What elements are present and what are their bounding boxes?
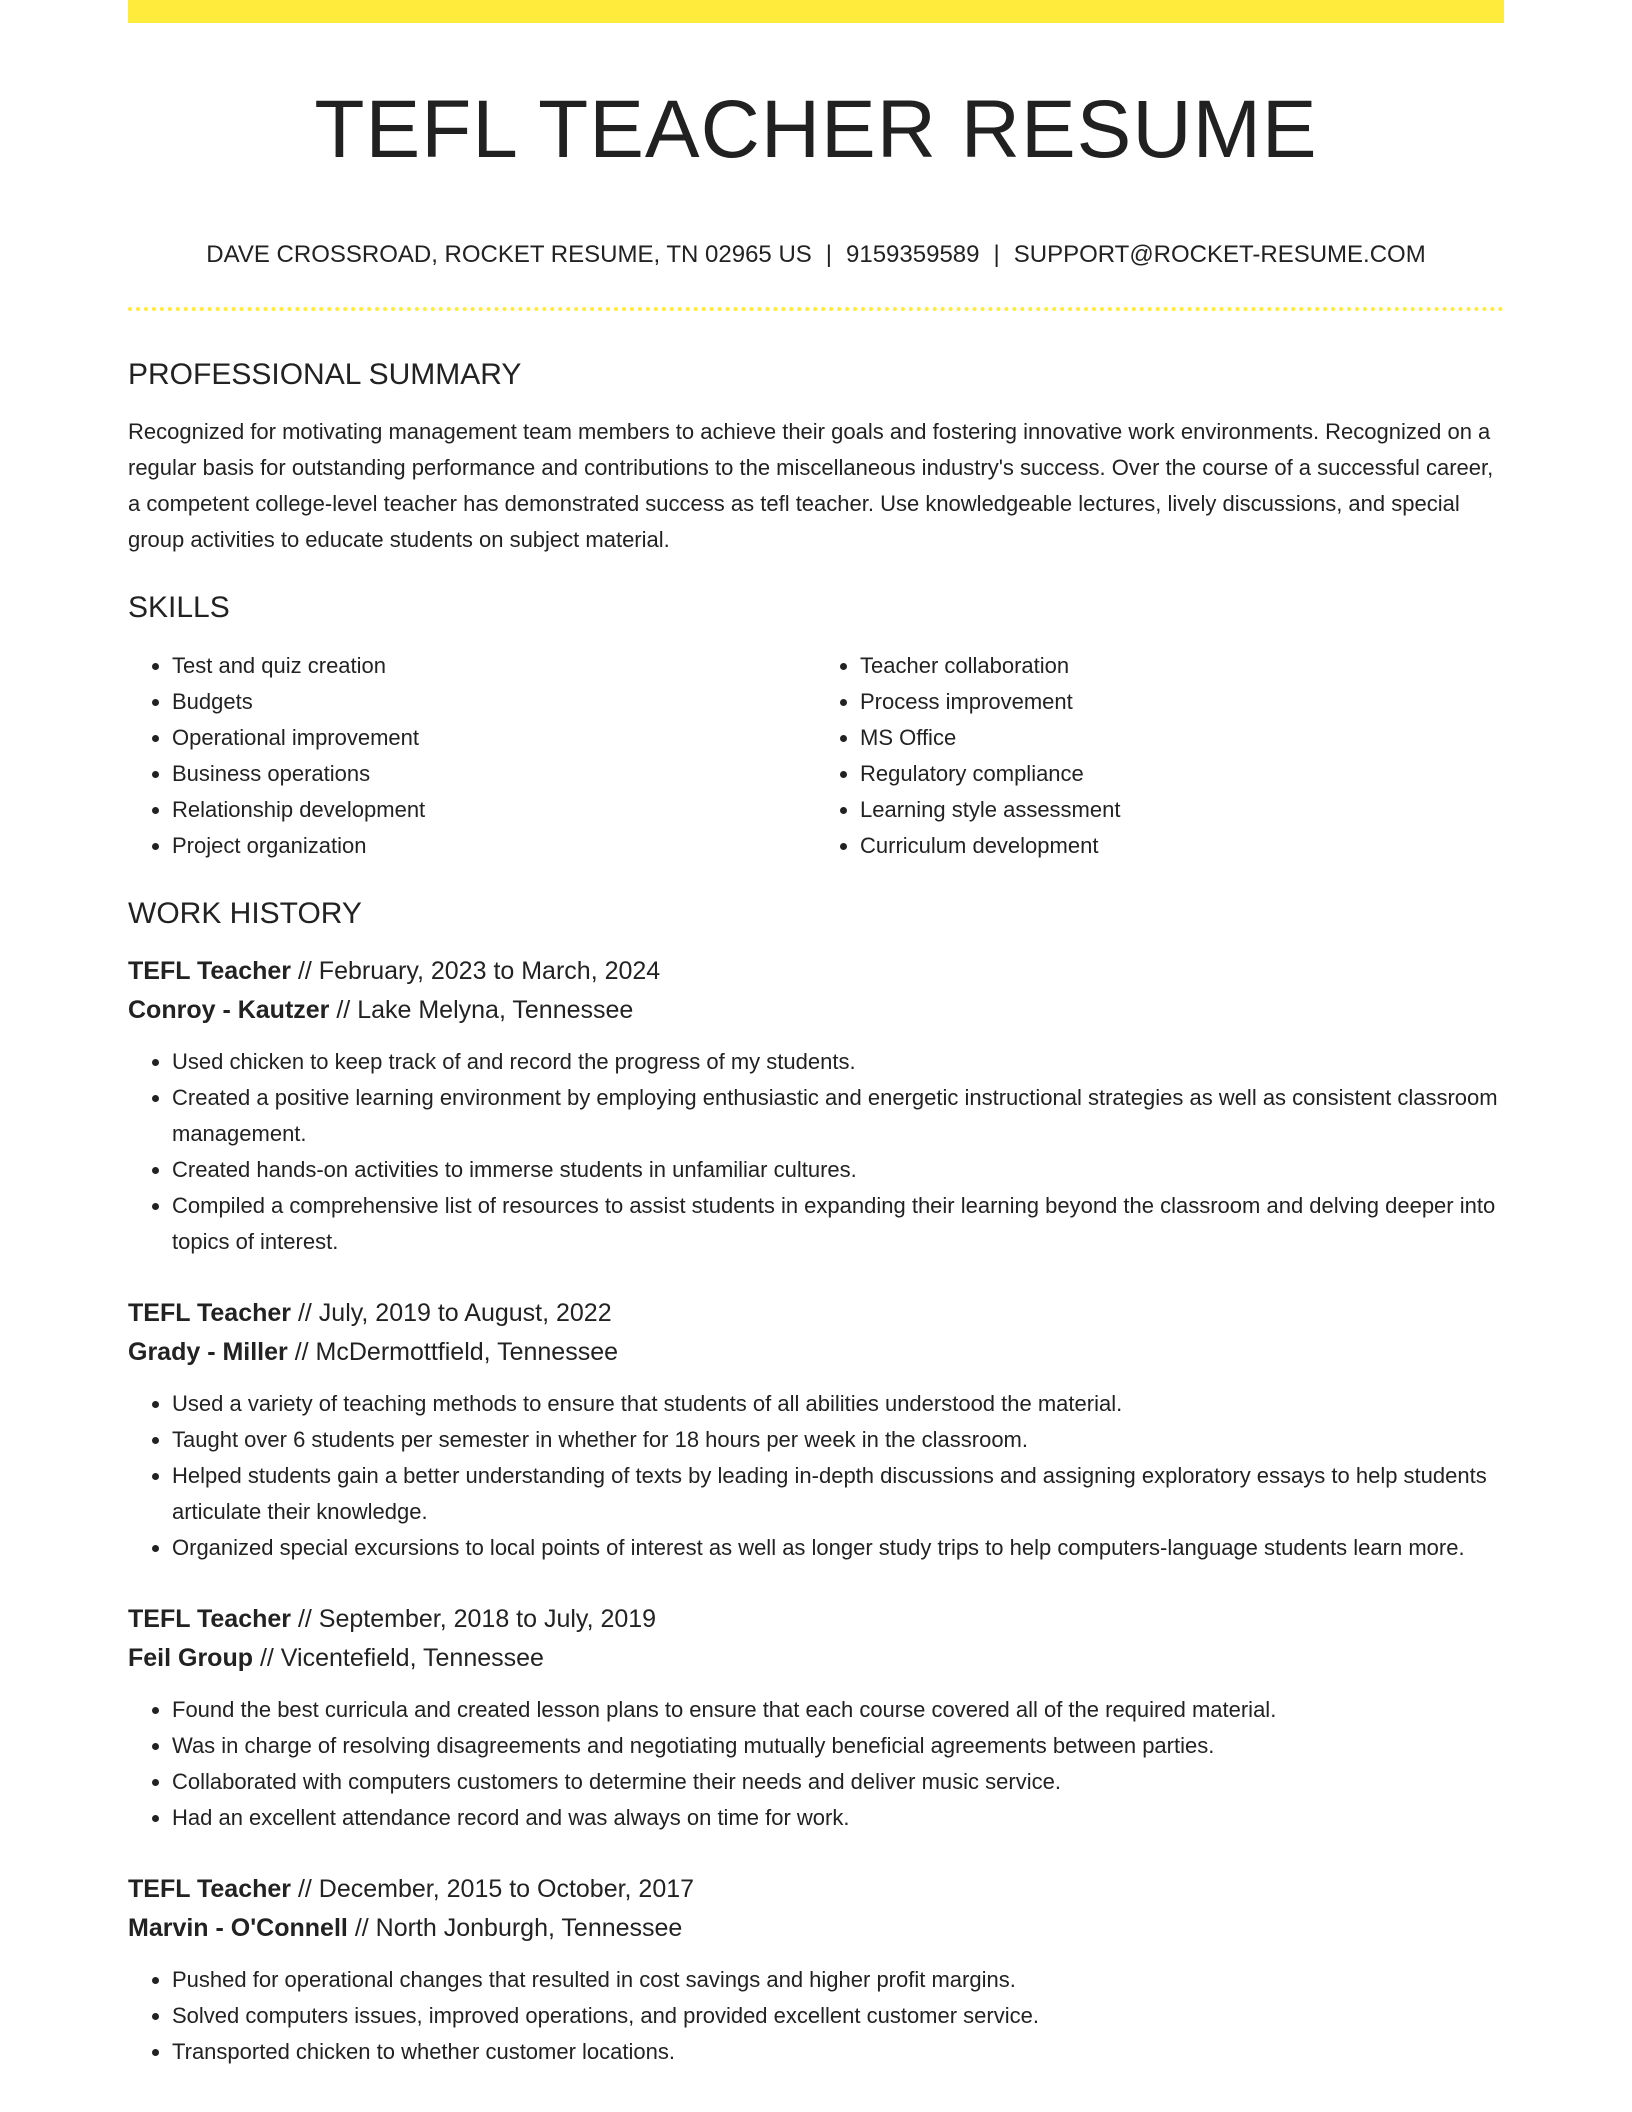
job-company: Grady - Miller [128,1338,288,1366]
accent-top-bar [128,0,1504,23]
job-bullet: • Used a variety of teaching methods to ensure that students of all abilities understood the material. [172,1386,1504,1422]
contact-phone: 9159359589 [846,241,980,268]
job-entry [128,952,1504,1260]
job-company: Marvin - O'Connell [128,1914,348,1942]
job-bullet: • Compiled a comprehensive list of resources to assist students in expanding their learning beyond the classroom and delving deeper into topics of interest. [172,1188,1504,1260]
contact-separator: | [993,241,1000,268]
job-location: // McDermottfield, Tennessee [294,1338,619,1366]
skill-item: • Curriculum development [860,828,1504,864]
work-history-heading: WORK HISTORY [128,897,362,930]
job-bullet: • Collaborated with computers customers to determine their needs and deliver music service. [172,1764,1504,1800]
contact-address: DAVE CROSSROAD, ROCKET RESUME, TN 02965 US [206,241,812,268]
summary-section [128,355,1504,558]
job-bullets [128,1386,1504,1566]
job-company-line [128,1639,1504,1678]
job-title-line [128,952,1504,991]
job-title: TEFL Teacher [128,1299,292,1327]
skill-item: • Relationship development [172,792,816,828]
job-location: // North Jonburgh, Tennessee [354,1914,683,1942]
dotted-divider [128,307,1504,311]
job-location: // Lake Melyna, Tennessee [336,996,634,1024]
job-dates: // July, 2019 to August, 2022 [297,1299,612,1327]
job-dates: // February, 2023 to March, 2024 [297,957,661,985]
job-title: TEFL Teacher [128,957,292,985]
contact-line [128,238,1504,272]
contact-separator: | [825,241,833,268]
job-dates: // December, 2015 to October, 2017 [297,1875,695,1903]
job-bullet: • Found the best curricula and created lesson plans to ensure that each course covered all of the required material. [172,1692,1504,1728]
skill-item: • Operational improvement [172,720,816,756]
work-history-section [128,894,1504,2070]
skills-columns [128,648,1504,864]
job-bullets [128,1044,1504,1260]
contact-email: SUPPORT@ROCKET-RESUME.COM [1013,241,1426,268]
page-title: TEFL TEACHER RESUME [314,84,1318,175]
skill-item: • Business operations [172,756,816,792]
job-bullet: • Pushed for operational changes that resulted in cost savings and higher profit margins. [172,1962,1504,1998]
job-company-line [128,1909,1504,1948]
skills-list-left [128,648,816,864]
job-company: Feil Group [128,1644,253,1672]
job-bullet: • Was in charge of resolving disagreements and negotiating mutually beneficial agreements between parties. [172,1728,1504,1764]
job-bullet: • Created hands-on activities to immerse students in unfamiliar cultures. [172,1152,1504,1188]
skill-item: • Project organization [172,828,816,864]
skills-section [128,588,1504,864]
job-dates: // September, 2018 to July, 2019 [297,1605,657,1633]
job-entry [128,1600,1504,1836]
skills-list-right [816,648,1504,864]
summary-text: Recognized for motivating management team members to achieve their goals and fostering innovative work environments. Recognized on a regular basis for outstanding performance and contributions to the miscellaneous industry's success. Over the course of a successful career, a competent college-level teacher has demonstrated success as tefl teacher. Use knowledgeable lectures, lively discussions, and special group activities to educate students on subject material. [128,419,1494,552]
job-bullet: • Had an excellent attendance record and was always on time for work. [172,1800,1504,1836]
skill-item: • Regulatory compliance [860,756,1504,792]
skill-item: • MS Office [860,720,1504,756]
skill-item: • Process improvement [860,684,1504,720]
job-location: // Vicentefield, Tennessee [259,1644,544,1672]
job-title-line [128,1294,1504,1333]
job-company: Conroy - Kautzer [128,996,330,1024]
job-company-line [128,1333,1504,1372]
job-title: TEFL Teacher [128,1605,292,1633]
skill-item: • Test and quiz creation [172,648,816,684]
job-entry [128,1870,1504,2070]
job-title-line [128,1870,1504,1909]
summary-heading: PROFESSIONAL SUMMARY [128,358,522,391]
job-bullet: • Helped students gain a better understanding of texts by leading in-depth discussions and assigning exploratory essays to help students articulate their knowledge. [172,1458,1504,1530]
job-bullet: • Organized special excursions to local points of interest as well as longer study trips to help computers-language students learn more. [172,1530,1504,1566]
skills-heading: SKILLS [128,591,230,624]
job-bullet: • Transported chicken to whether customer locations. [172,2034,1504,2070]
skill-item: • Learning style assessment [860,792,1504,828]
job-bullets [128,1692,1504,1836]
skill-item: • Budgets [172,684,816,720]
job-bullet: • Used chicken to keep track of and record the progress of my students. [172,1044,1504,1080]
job-company-line [128,991,1504,1030]
job-bullet: • Solved computers issues, improved operations, and provided excellent customer service. [172,1998,1504,2034]
job-entry [128,1294,1504,1566]
resume-body [128,355,1504,2070]
job-title-line [128,1600,1504,1639]
job-bullet: • Taught over 6 students per semester in whether for 18 hours per week in the classroom. [172,1422,1504,1458]
job-bullet: • Created a positive learning environment by employing enthusiastic and energetic instructional strategies as well as consistent classroom management. [172,1080,1504,1152]
job-title: TEFL Teacher [128,1875,292,1903]
job-bullets [128,1962,1504,2070]
skill-item: • Teacher collaboration [860,648,1504,684]
